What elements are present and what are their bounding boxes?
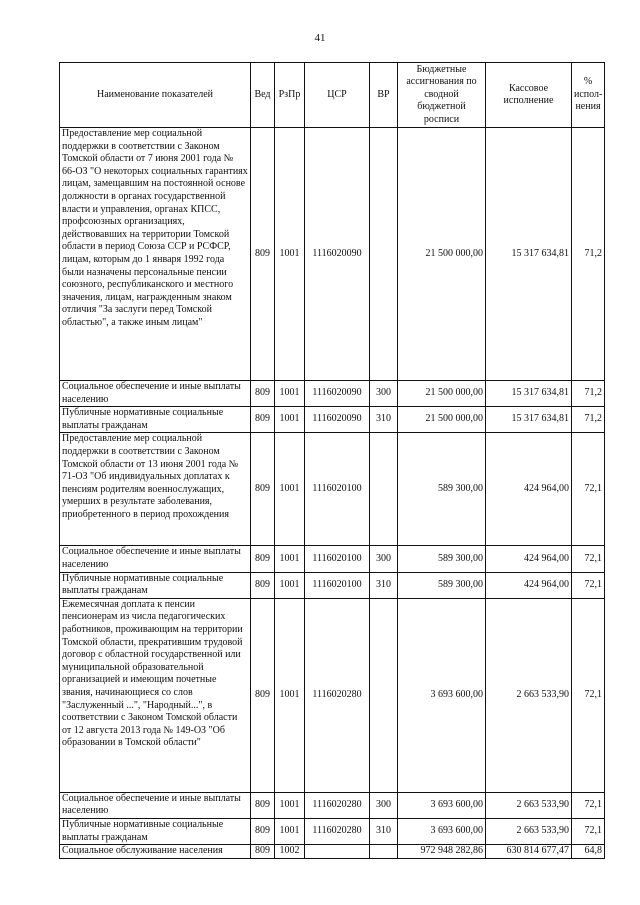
row-budget: 21 500 000,00 bbox=[398, 128, 486, 381]
row-name: Публичные нормативные социальные выплаты гражданам bbox=[60, 407, 251, 433]
row-name: Социальное обслуживание населения bbox=[60, 845, 251, 859]
row-csr: 1116020100 bbox=[305, 433, 370, 546]
row-cash: 15 317 634,81 bbox=[486, 128, 572, 381]
row-vr bbox=[370, 845, 398, 859]
row-csr bbox=[305, 845, 370, 859]
row-ved: 809 bbox=[251, 546, 275, 572]
row-budget: 21 500 000,00 bbox=[398, 407, 486, 433]
row-vr: 300 bbox=[370, 546, 398, 572]
row-csr: 1116020100 bbox=[305, 572, 370, 598]
row-cash: 2 663 533,90 bbox=[486, 818, 572, 844]
table-row bbox=[60, 572, 605, 598]
row-csr: 1116020090 bbox=[305, 128, 370, 381]
row-budget: 972 948 282,86 bbox=[398, 845, 486, 859]
table-row bbox=[60, 407, 605, 433]
row-csr: 1116020280 bbox=[305, 598, 370, 792]
row-rzpr: 1001 bbox=[275, 572, 305, 598]
table-row bbox=[60, 792, 605, 818]
row-pct: 72,1 bbox=[572, 818, 605, 844]
row-name: Социальное обеспечение и иные выплаты населению bbox=[60, 792, 251, 818]
row-pct: 72,1 bbox=[572, 572, 605, 598]
row-ved: 809 bbox=[251, 598, 275, 792]
row-name: Ежемесячная доплата к пенсии пенсионерам из числа педагогических работников, проживающим на территории Томской области, прекратившим трудовой договор с областной государственной или муниципальной образовательной организацией и имеющим почетные звания, начинающиеся со слов "Заслуженный ...", "Народный...", в соответствии с Законом Томской области от 12 августа 2013 года № 149-ОЗ "Об образовании в Томской области" bbox=[60, 598, 251, 792]
row-csr: 1116020090 bbox=[305, 381, 370, 407]
table-row bbox=[60, 433, 605, 546]
row-budget: 589 300,00 bbox=[398, 433, 486, 546]
row-ved: 809 bbox=[251, 381, 275, 407]
row-budget: 21 500 000,00 bbox=[398, 381, 486, 407]
row-cash: 15 317 634,81 bbox=[486, 407, 572, 433]
table-row bbox=[60, 546, 605, 572]
row-vr bbox=[370, 433, 398, 546]
row-ved: 809 bbox=[251, 433, 275, 546]
row-vr: 300 bbox=[370, 381, 398, 407]
row-cash: 2 663 533,90 bbox=[486, 598, 572, 792]
row-name: Социальное обеспечение и иные выплаты населению bbox=[60, 546, 251, 572]
row-ved: 809 bbox=[251, 792, 275, 818]
row-rzpr: 1001 bbox=[275, 433, 305, 546]
row-name: Публичные нормативные социальные выплаты гражданам bbox=[60, 572, 251, 598]
row-vr: 310 bbox=[370, 572, 398, 598]
row-rzpr: 1001 bbox=[275, 128, 305, 381]
row-budget: 589 300,00 bbox=[398, 546, 486, 572]
table-row bbox=[60, 128, 605, 381]
row-ved: 809 bbox=[251, 845, 275, 859]
col-header-ved: Вед bbox=[251, 63, 275, 128]
row-cash: 630 814 677,47 bbox=[486, 845, 572, 859]
row-budget: 3 693 600,00 bbox=[398, 818, 486, 844]
row-cash: 424 964,00 bbox=[486, 433, 572, 546]
row-name: Публичные нормативные социальные выплаты гражданам bbox=[60, 818, 251, 844]
row-pct: 71,2 bbox=[572, 407, 605, 433]
row-ved: 809 bbox=[251, 572, 275, 598]
row-cash: 424 964,00 bbox=[486, 572, 572, 598]
row-csr: 1116020090 bbox=[305, 407, 370, 433]
col-header-pct: % испол-нения bbox=[572, 63, 605, 128]
row-rzpr: 1001 bbox=[275, 598, 305, 792]
row-ved: 809 bbox=[251, 407, 275, 433]
col-header-csr: ЦСР bbox=[305, 63, 370, 128]
row-cash: 15 317 634,81 bbox=[486, 381, 572, 407]
row-name: Предоставление мер социальной поддержки в соответствии с Законом Томской области от 7 июня 2001 года № 66-ОЗ "О некоторых социальных гарантиях лицам, замещавшим на постоянной основе должности в органах государственной власти и управления, органах КПСС, профсоюзных организациях, действовавших на территории Томской области в период Союза ССР и РСФСР, лицам, которым до 1 января 1992 года были назначены персональные пенсии союзного, республиканского и местного значения, лицам, награжденным знаком отличия "За заслуги перед Томской областью", а также иным лицам" bbox=[60, 128, 251, 381]
row-vr: 310 bbox=[370, 818, 398, 844]
row-pct: 71,2 bbox=[572, 128, 605, 381]
row-cash: 424 964,00 bbox=[486, 546, 572, 572]
budget-execution-table bbox=[59, 62, 605, 859]
col-header-name: Наименование показателей bbox=[60, 63, 251, 128]
row-vr bbox=[370, 598, 398, 792]
row-csr: 1116020280 bbox=[305, 818, 370, 844]
row-pct: 72,1 bbox=[572, 598, 605, 792]
table-row bbox=[60, 845, 605, 859]
row-name: Предоставление мер социальной поддержки в соответствии с Законом Томской области от 13 июня 2001 года № 71-ОЗ "Об индивидуальных доплатах к пенсиям родителям военнослужащих, умерших в результате заболевания, приобретенного в период прохождения bbox=[60, 433, 251, 546]
col-header-budget: Бюджетные ассигнования по сводной бюджетной росписи bbox=[398, 63, 486, 128]
row-ved: 809 bbox=[251, 128, 275, 381]
table-row bbox=[60, 598, 605, 792]
row-pct: 72,1 bbox=[572, 433, 605, 546]
row-csr: 1116020280 bbox=[305, 792, 370, 818]
page-number: 41 bbox=[314, 32, 326, 44]
row-rzpr: 1001 bbox=[275, 381, 305, 407]
row-cash: 2 663 533,90 bbox=[486, 792, 572, 818]
row-pct: 72,1 bbox=[572, 792, 605, 818]
col-header-vr: ВР bbox=[370, 63, 398, 128]
row-budget: 589 300,00 bbox=[398, 572, 486, 598]
row-pct: 71,2 bbox=[572, 381, 605, 407]
col-header-cash: Кассовое исполнение bbox=[486, 63, 572, 128]
row-rzpr: 1001 bbox=[275, 818, 305, 844]
row-vr: 300 bbox=[370, 792, 398, 818]
table-header-row bbox=[60, 63, 605, 128]
col-header-rzpr: РзПр bbox=[275, 63, 305, 128]
row-budget: 3 693 600,00 bbox=[398, 792, 486, 818]
row-pct: 72,1 bbox=[572, 546, 605, 572]
row-name: Социальное обеспечение и иные выплаты населению bbox=[60, 381, 251, 407]
row-ved: 809 bbox=[251, 818, 275, 844]
row-vr: 310 bbox=[370, 407, 398, 433]
row-pct: 64,8 bbox=[572, 845, 605, 859]
row-csr: 1116020100 bbox=[305, 546, 370, 572]
table-row bbox=[60, 818, 605, 844]
row-rzpr: 1002 bbox=[275, 845, 305, 859]
row-rzpr: 1001 bbox=[275, 546, 305, 572]
row-budget: 3 693 600,00 bbox=[398, 598, 486, 792]
row-rzpr: 1001 bbox=[275, 407, 305, 433]
table-row bbox=[60, 381, 605, 407]
row-rzpr: 1001 bbox=[275, 792, 305, 818]
row-vr bbox=[370, 128, 398, 381]
